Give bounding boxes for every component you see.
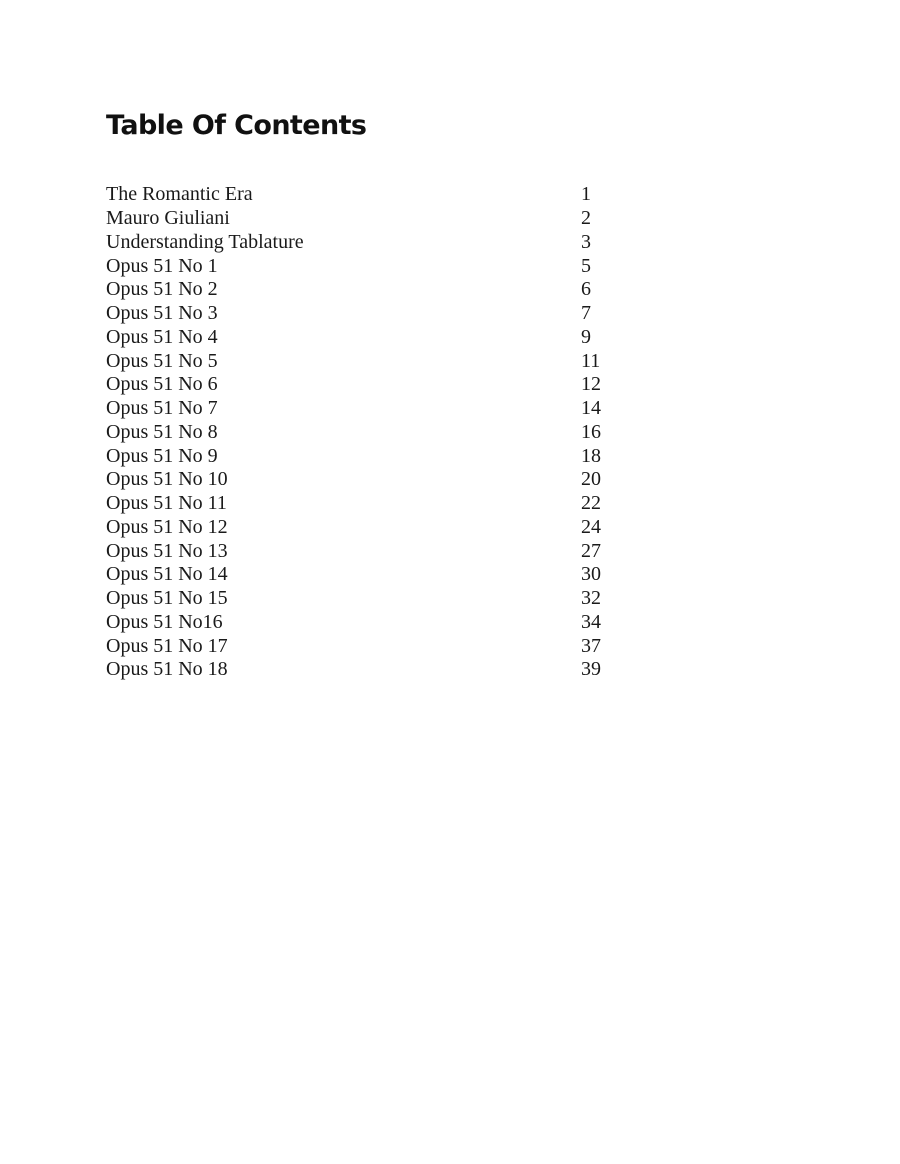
toc-entry-page: 24 [581, 515, 601, 538]
page-title: Table Of Contents [106, 110, 367, 141]
toc-row [106, 207, 626, 231]
toc-entry-label: Opus 51 No 8 [106, 420, 218, 443]
toc-row [106, 397, 626, 421]
toc-row [106, 587, 626, 611]
toc-row [106, 611, 626, 635]
toc-entry-page: 37 [581, 634, 601, 657]
toc-entry-label: Opus 51 No 11 [106, 492, 227, 515]
toc-entry-page: 27 [581, 539, 601, 562]
toc-entry-label: Mauro Giuliani [106, 207, 230, 230]
toc-entry-label: Opus 51 No 9 [106, 444, 218, 467]
toc-row [106, 444, 626, 468]
toc-entry-label: Opus 51 No 1 [106, 254, 218, 277]
toc-entry-page: 9 [581, 325, 591, 348]
toc-row [106, 278, 626, 302]
toc-entry-label: Understanding Tablature [106, 230, 304, 253]
toc-row [106, 492, 626, 516]
toc-entry-label: Opus 51 No 13 [106, 539, 228, 562]
toc-entry-page: 1 [581, 183, 591, 206]
toc-row [106, 563, 626, 587]
toc-entry-page: 22 [581, 492, 601, 515]
toc-entry-page: 14 [581, 397, 601, 420]
toc-entry-label: Opus 51 No 7 [106, 397, 218, 420]
toc-row [106, 349, 626, 373]
toc-entry-label: Opus 51 No 10 [106, 468, 228, 491]
toc-entry-page: 30 [581, 563, 601, 586]
toc-entry-label: Opus 51 No 12 [106, 515, 228, 538]
toc-row [106, 231, 626, 255]
toc-row [106, 634, 626, 658]
toc-entry-label: Opus 51 No 5 [106, 349, 218, 372]
toc-row [106, 326, 626, 350]
toc-entry-label: Opus 51 No 2 [106, 278, 218, 301]
toc-entry-page: 6 [581, 278, 591, 301]
toc-row [106, 254, 626, 278]
toc-entry-page: 39 [581, 658, 601, 681]
toc-entry-page: 11 [581, 349, 601, 372]
toc-row [106, 302, 626, 326]
toc-entry-page: 2 [581, 207, 591, 230]
toc-row [106, 468, 626, 492]
toc-row [106, 658, 626, 682]
toc-entry-page: 3 [581, 230, 591, 253]
toc-entry-label: Opus 51 No 18 [106, 658, 228, 681]
toc-entry-label: Opus 51 No 3 [106, 302, 218, 325]
toc-row [106, 539, 626, 563]
toc-row [106, 516, 626, 540]
toc-entry-label: Opus 51 No16 [106, 610, 223, 633]
toc-entry-label: Opus 51 No 14 [106, 563, 228, 586]
toc-entry-page: 5 [581, 254, 591, 277]
toc-entry-page: 12 [581, 373, 601, 396]
toc-entry-page: 32 [581, 587, 601, 610]
toc-entry-page: 34 [581, 610, 601, 633]
toc-entry-label: Opus 51 No 4 [106, 325, 218, 348]
toc-entry-label: Opus 51 No 17 [106, 634, 228, 657]
toc-entry-page: 18 [581, 444, 601, 467]
toc-row [106, 183, 626, 207]
toc-entry-page: 16 [581, 420, 601, 443]
toc-list [106, 183, 626, 682]
toc-row [106, 373, 626, 397]
toc-row [106, 421, 626, 445]
toc-entry-page: 7 [581, 302, 591, 325]
toc-entry-label: Opus 51 No 15 [106, 587, 228, 610]
toc-entry-label: The Romantic Era [106, 183, 253, 206]
toc-entry-label: Opus 51 No 6 [106, 373, 218, 396]
toc-entry-page: 20 [581, 468, 601, 491]
